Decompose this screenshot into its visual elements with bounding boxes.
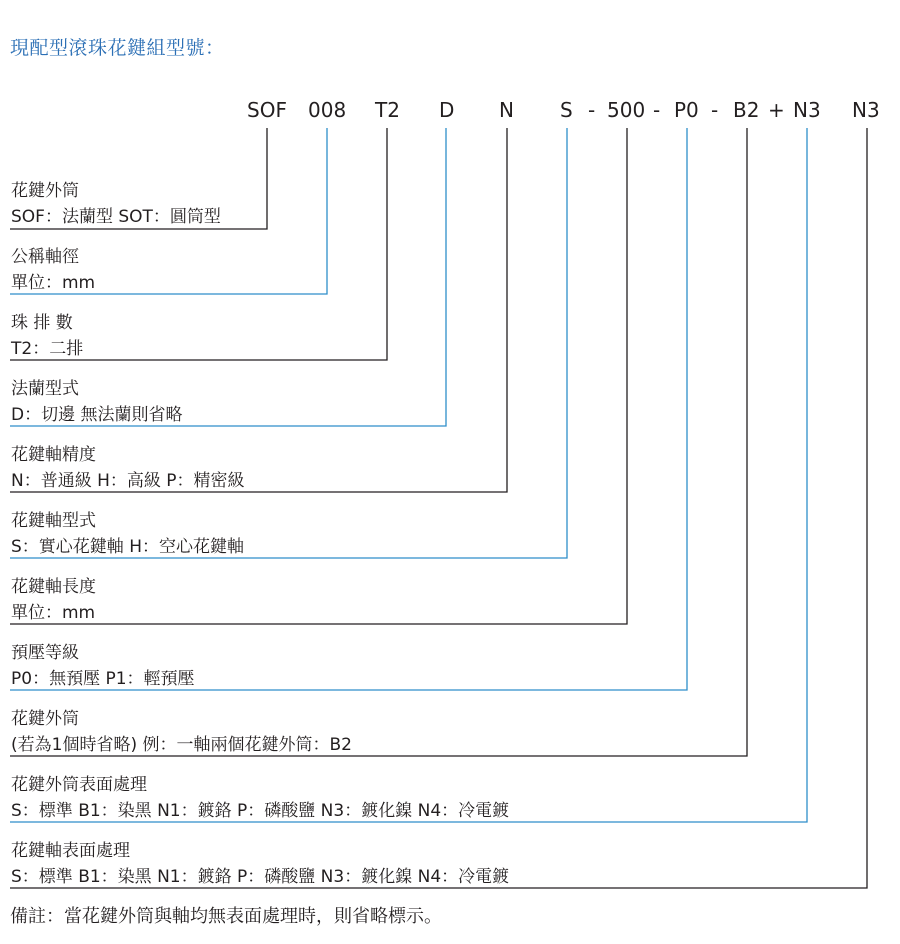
code-plus: + [768, 98, 785, 122]
code-dash-3: - [711, 98, 719, 122]
code-size: 008 [308, 98, 347, 122]
group-heading-flange-type: 法蘭型式 [11, 379, 79, 399]
group-heading-sleeve-count: 花鍵外筒 [11, 709, 79, 729]
code-rows: T2 [375, 98, 400, 122]
group-heading-ball-rows: 珠 排 數 [11, 313, 73, 333]
code-shaft-type: S [560, 98, 573, 122]
group-desc-shaft-length: 單位：mm [11, 603, 96, 623]
group-heading-shaft-type: 花鍵軸型式 [11, 511, 96, 531]
group-desc-sleeve-count: (若為1個時省略) 例：一軸兩個花鍵外筒：B2 [11, 735, 352, 755]
group-desc-shaft-surface: S：標準 B1：染黑 N1：鍍鉻 P：磷酸鹽 N3：鍍化鎳 N4：冷電鍍 [11, 867, 510, 887]
code-dash-1: - [588, 98, 596, 122]
group-heading-preload: 預壓等級 [11, 643, 79, 663]
group-heading-precision: 花鍵軸精度 [11, 445, 96, 465]
code-sof: SOF [247, 98, 287, 122]
group-heading-sleeve-surface: 花鍵外筒表面處理 [11, 775, 147, 795]
page-title: 現配型滾珠花鍵組型號： [10, 37, 225, 59]
group-desc-ball-rows: T2：二排 [11, 339, 84, 359]
code-sleeve-surface: N3 [793, 98, 821, 122]
group-desc-shaft-diameter: 單位：mm [11, 273, 96, 293]
connector-precision [10, 128, 507, 492]
code-shaft-surface: N3 [852, 98, 880, 122]
code-flange: D [439, 98, 455, 122]
group-desc-preload: P0：無預壓 P1：輕預壓 [11, 669, 195, 689]
code-preload: P0 [674, 98, 699, 122]
code-sleeves: B2 [733, 98, 760, 122]
connector-shaft-type [10, 128, 567, 558]
group-desc-sleeve-surface: S：標準 B1：染黑 N1：鍍鉻 P：磷酸鹽 N3：鍍化鎳 N4：冷電鍍 [11, 801, 510, 821]
group-heading-sleeve-type: 花鍵外筒 [11, 181, 79, 201]
code-precision: N [499, 98, 514, 122]
code-length: 500 [607, 98, 646, 122]
group-desc-flange-type: D：切邊 無法蘭則省略 [11, 405, 183, 425]
group-desc-sleeve-type: SOF：法蘭型 SOT：圓筒型 [11, 207, 221, 227]
group-heading-shaft-length: 花鍵軸長度 [11, 577, 96, 597]
group-heading-shaft-diameter: 公稱軸徑 [11, 247, 79, 267]
footnote: 備註：當花鍵外筒與軸均無表面處理時，則省略標示。 [10, 906, 442, 927]
group-desc-precision: N：普通級 H：高級 P：精密級 [11, 471, 245, 491]
code-dash-2: - [653, 98, 661, 122]
group-heading-shaft-surface: 花鍵軸表面處理 [11, 841, 130, 861]
group-desc-shaft-type: S：實心花鍵軸 H：空心花鍵軸 [11, 537, 244, 557]
